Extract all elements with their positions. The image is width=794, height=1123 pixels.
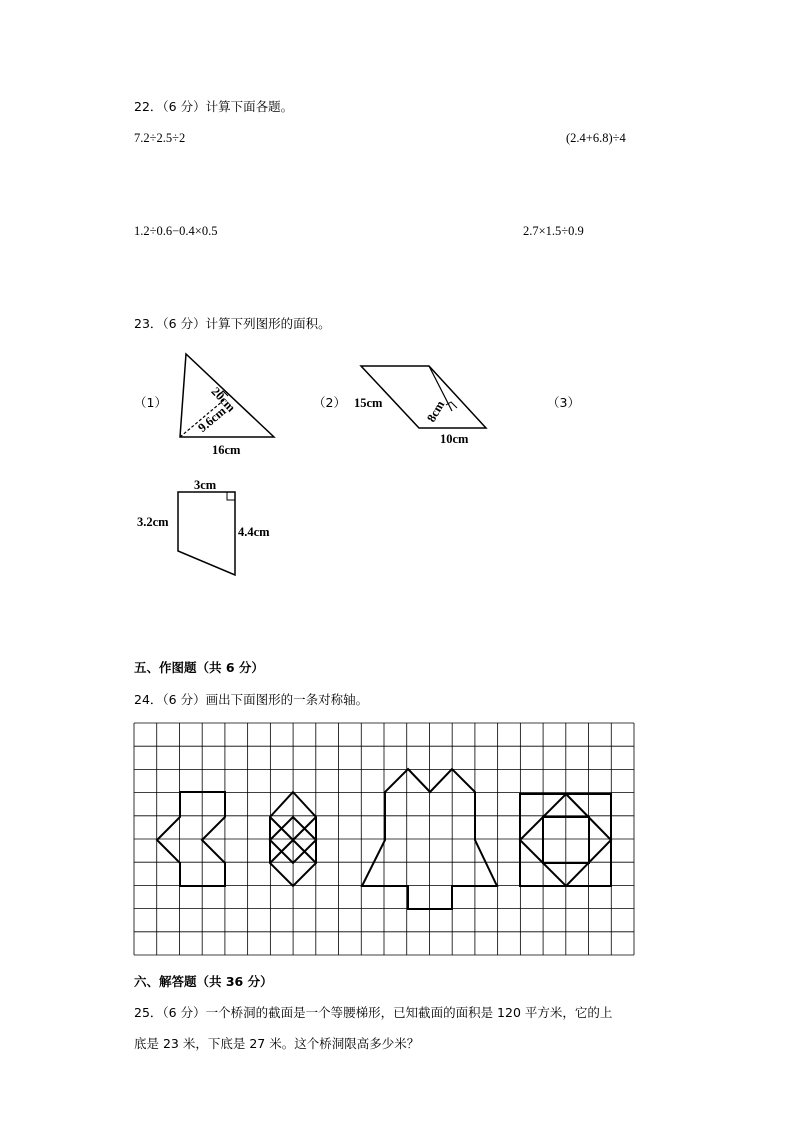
fig2-height-label: 8cm (424, 398, 448, 425)
fig3-right-label: 4.4cm (238, 525, 270, 539)
fig2-number: （2） (313, 395, 346, 410)
fig1-base-label: 16cm (212, 443, 241, 457)
fig1-height-label: 9.6cm (195, 403, 229, 435)
fig2-side-label: 15cm (354, 396, 383, 410)
q25-line2: 底是 23 米，下底是 27 米。这个桥洞限高多少米？ (134, 1036, 420, 1051)
q22-expr-2: (2.4+6.8)÷4 (566, 131, 626, 145)
fig3-left-label: 3.2cm (137, 515, 169, 529)
q24-title: 24．（6 分）画出下面图形的一条对称轴。 (134, 692, 369, 707)
fig2-base-label: 10cm (440, 432, 469, 446)
fig3-number: （3） (547, 395, 580, 410)
fig1-side-label: 20cm (208, 384, 239, 415)
q22-expr-1: 7.2÷2.5÷2 (134, 131, 186, 145)
q22-title: 22．（6 分）计算下面各题。 (134, 99, 294, 114)
section6-title: 六、解答题（共 36 分） (134, 974, 273, 989)
q23-title: 23．（6 分）计算下列图形的面积。 (134, 316, 331, 331)
q25-line1: 25．（6 分）一个桥洞的截面是一个等腰梯形，已知截面的面积是 120 平方米，它的上 (134, 1005, 613, 1020)
section5-title: 五、作图题（共 6 分） (134, 660, 264, 675)
q22-expr-4: 2.7×1.5÷0.9 (523, 224, 584, 238)
fig3-top-label: 3cm (194, 478, 217, 492)
fig1-number: （1） (134, 395, 167, 410)
q22-expr-3: 1.2÷0.6−0.4×0.5 (134, 224, 218, 238)
